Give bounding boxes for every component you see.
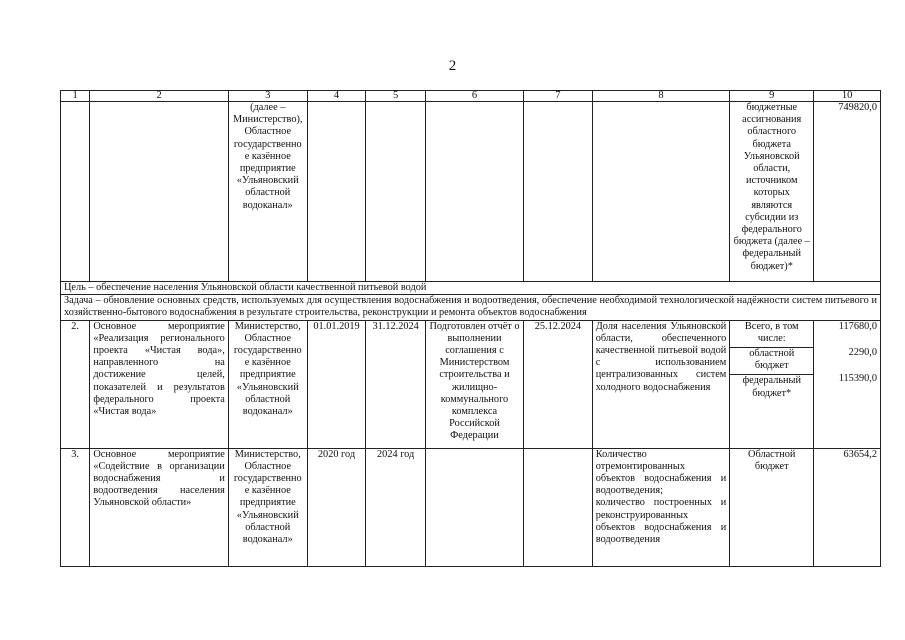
source-federal: федеральный бюджет* [742,375,801,399]
source-total: Всего, в том числе: [744,320,799,344]
end-date: 2024 год [366,448,426,566]
activity-name: Основное мероприятие «Содействие в организации водоснабжения и водоотведения населения Ульяновской области» [90,448,229,566]
amount-federal: 115390,0 [838,373,877,385]
expected-result: Подготовлен отчёт о выполнении соглашения с Министерством строительства и жилищно-коммунального комплекса Российской Федерации [425,320,523,448]
source-regional: областной бюджет [749,348,795,372]
col-header: 4 [307,91,366,102]
funding-source-cell: Областной бюджет [730,448,814,566]
start-date: 01.01.2019 [307,320,366,448]
header-row [61,91,881,102]
col-header: 10 [814,91,881,102]
table-row [61,320,881,448]
executor-cell: Министерство, Областное государственное казённое предприятие «Ульяновский областной водоканал» [228,320,307,448]
executor-cell: (далее – Министерство), Областное государственное казённое предприятие «Ульяновский областной водоканал» [228,102,307,282]
activity-name: Основное мероприятие «Реализация регионального проекта «Чистая вода», направленного на достижение целей, показателей и результатов федерального проекта «Чистая вода» [90,320,229,448]
amount-total: 117680,0 [838,320,877,332]
col-header: 7 [524,91,593,102]
start-date: 2020 год [307,448,366,566]
row-number: 2. [61,320,90,448]
funding-amount-cell: 749820,0 [814,102,881,282]
page-number: 2 [448,58,457,74]
col-header: 8 [592,91,730,102]
row-number: 3. [61,448,90,566]
funding-source-cell: бюджетные ассигнования областного бюджета Ульяновской области, источником которых являются субсидии из федерального бюджета (далее – федеральный бюджет)* [730,102,814,282]
col-header: 2 [90,91,229,102]
control-date: 25.12.2024 [524,320,593,448]
col-header: 5 [366,91,426,102]
program-table [60,90,881,567]
goal-text: Цель – обеспечение населения Ульяновской области качественной питьевой водой [61,282,881,295]
end-date: 31.12.2024 [366,320,426,448]
indicator-cell: Доля населения Ульяновской области, обеспеченного качественной питьевой водой с использованием централизованных систем холодного водоснабжения [592,320,730,448]
task-row [61,295,881,320]
col-header: 9 [730,91,814,102]
expected-result [425,448,523,566]
table-row [61,102,881,282]
funding-amount-cell: 63654,2 [814,448,881,566]
funding-source-cell [730,320,814,448]
amount-regional: 2290,0 [848,346,877,358]
goal-row [61,282,881,295]
executor-cell: Министерство, Областное государственное казённое предприятие «Ульяновский областной водоканал» [228,448,307,566]
col-header: 1 [61,91,90,102]
table-row [61,448,881,566]
col-header: 6 [425,91,523,102]
task-text: Задача – обновление основных средств, используемых для осуществления водоснабжения и водоотведения, обеспечение необходимой технологической надёжности систем питьевого и хозяйственно-бытового водоснабжения в результате строительства, реконструкции и ремонта объектов водоснабжения [61,295,881,320]
indicator-cell: Количество отремонтированных объектов водоснабжения и водоотведения; количество построенных и реконструированных объектов водоснабжения и водоотведения [592,448,730,566]
col-header: 3 [228,91,307,102]
control-date [524,448,593,566]
funding-amount-cell [814,320,881,448]
